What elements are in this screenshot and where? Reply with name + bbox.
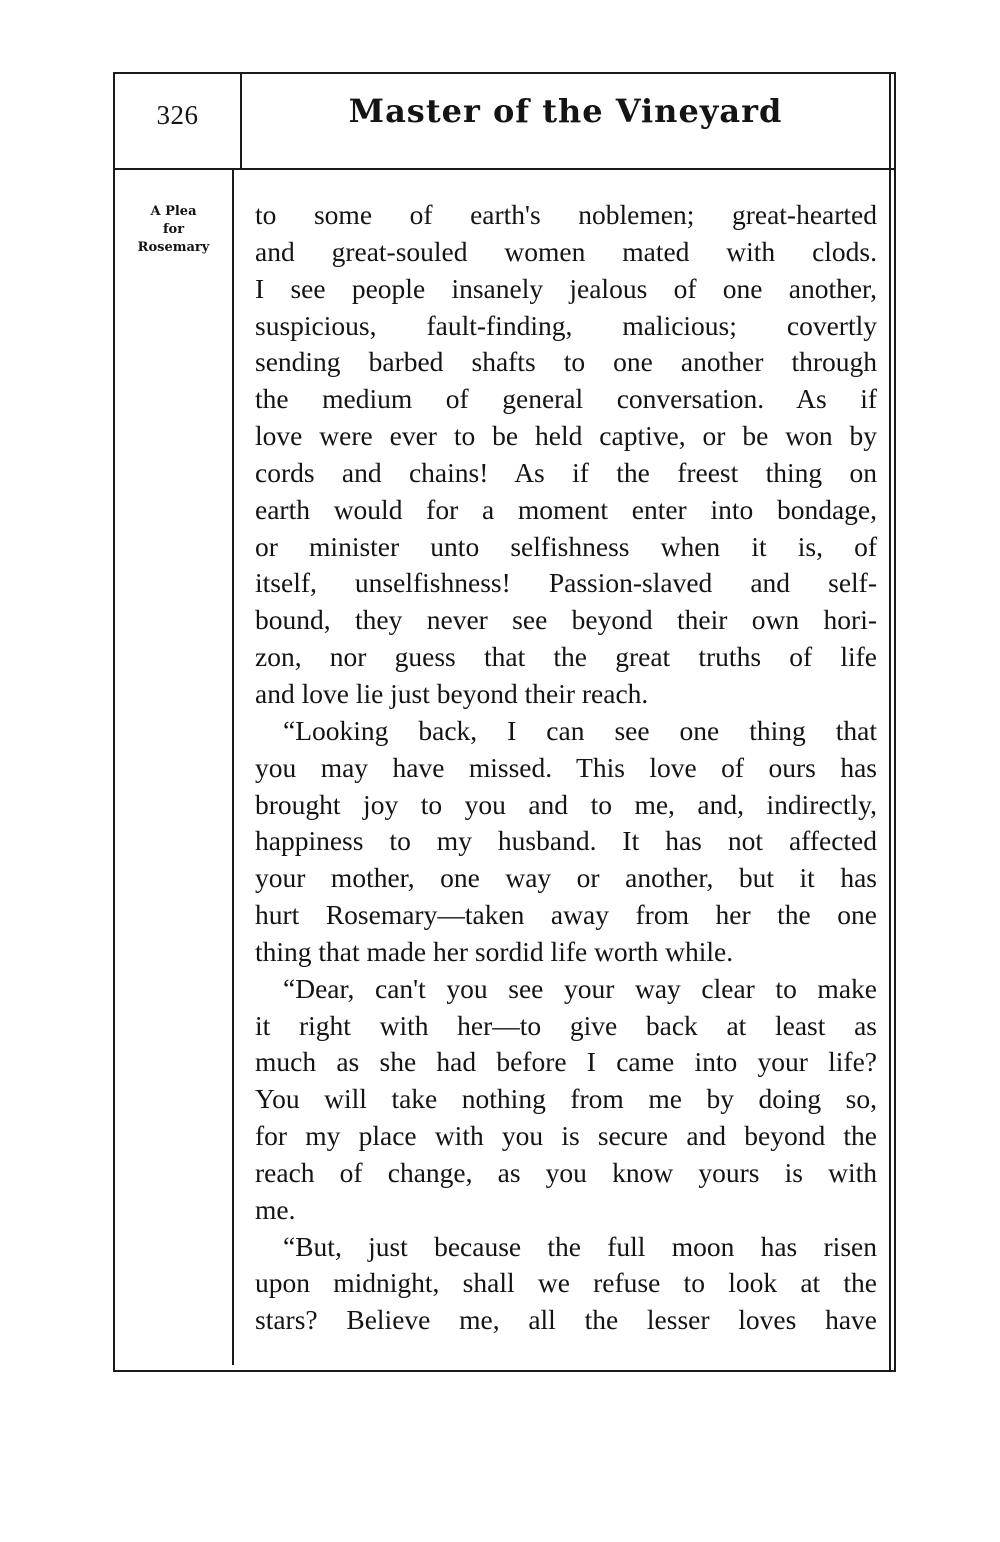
text-line: love were ever to be held captive, or be won by [255,420,877,452]
text-line: earth would for a moment enter into bondage, [255,493,877,525]
text-line: itself, unselfishness! Passion-slaved and self- [255,567,877,599]
sidenote-line: for [162,222,185,237]
text-line: or minister unto selfishness when it is, of [255,530,877,562]
text-line: I see people insanely jealous of one another, [255,272,877,304]
text-line: much as she had before I came into your life? [255,1046,877,1078]
text-line: for my place with you is secure and beyond the [255,1120,877,1152]
right-rule [889,72,891,1372]
text-line: me. [255,1193,296,1225]
text-line: the medium of general conversation. As if [255,383,877,415]
text-line: suspicious, fault-finding, malicious; covertly [255,309,877,341]
text-line: stars? Believe me, all the lesser loves have [255,1304,877,1336]
text-line: hurt Rosemary—taken away from her the one [255,899,877,931]
text-line: your mother, one way or another, but it has [255,862,877,894]
text-line: You will take nothing from me by doing so, [255,1083,877,1115]
text-line: zon, nor guess that the great truths of life [255,641,877,673]
margin-rule [232,170,234,1365]
text-line: thing that made her sordid life worth while. [255,935,734,967]
body-text [255,197,877,1339]
sidenote-line: A Plea [150,204,197,219]
text-line: and great-souled women mated with clods. [255,235,877,267]
text-line: to some of earth's noblemen; great-hearted [255,199,877,230]
page-number: 326 [156,100,199,130]
text-line: “Dear, can't you see your way clear to make [283,972,877,1004]
text-line: bound, they never see beyond their own hori- [255,604,877,636]
text-line: brought joy to you and to me, and, indirectly, [255,788,877,820]
running-title: Master of the Vineyard [348,92,783,130]
text-line: upon midnight, shall we refuse to look at the [255,1267,877,1299]
text-line: it right with her—to give back at least as [255,1009,877,1041]
header-rule [113,168,896,170]
text-line: sending barbed shafts to one another through [255,346,877,378]
sidenote-line: Rosemary [137,240,210,255]
text-line: “But, just because the full moon has risen [283,1230,877,1262]
margin-sidenote [115,203,232,257]
text-line: happiness to my husband. It has not affected [255,825,877,857]
text-line: “Looking back, I can see one thing that [283,714,877,746]
text-line: and love lie just beyond their reach. [255,677,649,709]
text-line: cords and chains! As if the freest thing on [255,456,877,488]
text-line: reach of change, as you know yours is with [255,1156,877,1188]
text-line: you may have missed. This love of ours has [255,751,877,783]
